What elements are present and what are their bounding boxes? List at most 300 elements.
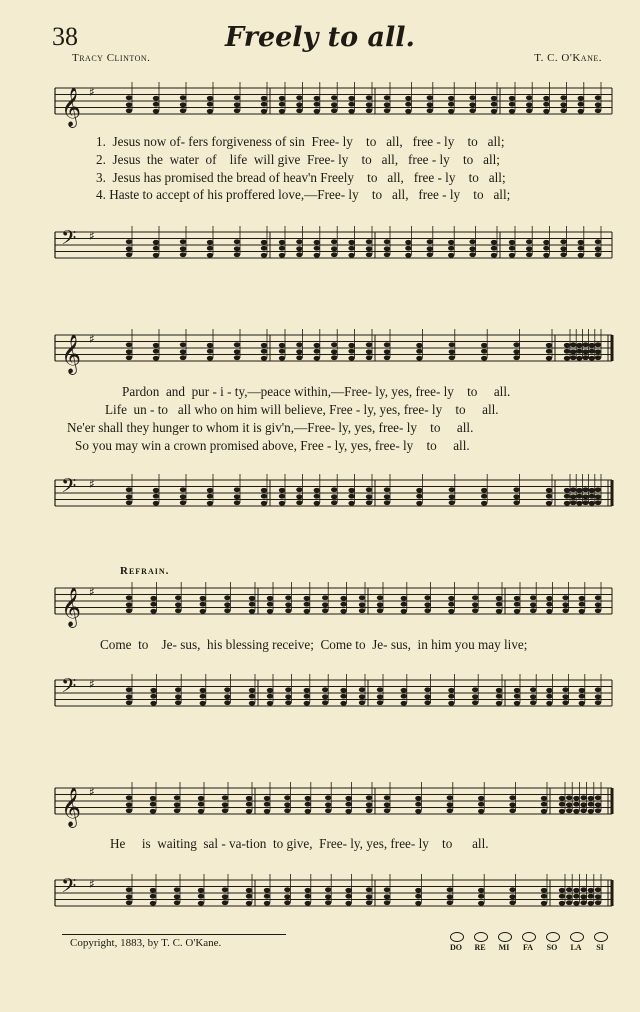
note-head	[150, 894, 156, 899]
note-head	[126, 602, 132, 607]
note-head	[595, 694, 601, 699]
note-head	[261, 343, 267, 348]
note-head	[284, 887, 290, 892]
note-head	[153, 253, 159, 258]
note-head	[496, 596, 502, 601]
note-head	[469, 102, 475, 107]
note-head	[175, 595, 181, 600]
note-head	[325, 887, 331, 892]
note-head	[541, 796, 547, 801]
note-head	[496, 701, 502, 706]
note-head	[284, 894, 290, 899]
note-head	[340, 688, 346, 693]
note-head	[366, 900, 372, 905]
note-head	[401, 602, 407, 607]
note-head	[559, 894, 565, 899]
solfege-fa: FA	[522, 943, 534, 952]
note-head	[345, 809, 351, 814]
note-head	[296, 349, 302, 354]
note-head	[546, 349, 552, 354]
note-head	[246, 888, 252, 893]
note-head	[366, 102, 372, 107]
note-head	[509, 253, 515, 258]
note-head	[564, 488, 570, 493]
note-head	[595, 500, 601, 505]
bass-clef-icon: 𝄢	[61, 674, 77, 702]
note-head	[249, 596, 255, 601]
note-head	[331, 102, 337, 107]
note-head	[126, 487, 132, 492]
note-head	[491, 96, 497, 101]
note-head	[543, 246, 549, 251]
note-head	[416, 343, 422, 348]
note-head	[595, 795, 601, 800]
note-head	[384, 494, 390, 499]
sharp-icon: ♯	[89, 877, 95, 891]
note-head	[267, 694, 273, 699]
note-head	[153, 96, 159, 101]
note-head	[578, 102, 584, 107]
note-head	[304, 701, 310, 706]
note-head	[331, 500, 337, 505]
note-head	[366, 887, 372, 892]
note-head	[207, 488, 213, 493]
note-head	[580, 802, 586, 807]
note-head	[200, 701, 206, 706]
note-head	[447, 900, 453, 905]
note-head	[579, 694, 585, 699]
note-head	[595, 887, 601, 892]
verse-4-line-b: So you may win a crown promised above, Free - ly, yes, free- ly to all.	[75, 438, 470, 453]
note-head	[198, 802, 204, 807]
note-head	[595, 349, 601, 354]
note-head	[559, 796, 565, 801]
treble-clef-icon: 𝄞	[61, 334, 82, 374]
note-head	[331, 494, 337, 499]
note-head	[261, 494, 267, 499]
note-head	[304, 688, 310, 693]
note-head	[513, 342, 519, 347]
note-head	[580, 894, 586, 899]
note-head	[543, 240, 549, 245]
note-head	[150, 802, 156, 807]
note-head	[384, 795, 390, 800]
note-head	[416, 349, 422, 354]
note-head	[246, 901, 252, 906]
note-head	[384, 246, 390, 251]
note-head	[582, 487, 588, 492]
note-head	[566, 802, 572, 807]
note-head	[126, 808, 132, 813]
note-head	[207, 494, 213, 499]
note-head	[345, 894, 351, 899]
note-head	[279, 109, 285, 114]
verse-1-line-a: 1. Jesus now of- fers forgiveness of sin Free- ly to all, free - ly to all;	[96, 134, 505, 149]
note-head	[564, 356, 570, 361]
sharp-icon: ♯	[89, 585, 95, 599]
note-head	[249, 602, 255, 607]
note-head	[481, 488, 487, 493]
note-head	[576, 349, 582, 354]
note-head	[198, 894, 204, 899]
note-head	[314, 240, 320, 245]
note-head	[359, 700, 365, 705]
note-head	[261, 109, 267, 114]
note-head	[366, 246, 372, 251]
note-head	[576, 343, 582, 348]
note-head	[481, 343, 487, 348]
note-head	[296, 252, 302, 257]
note-head	[595, 108, 601, 113]
note-head	[325, 802, 331, 807]
system-4-treble-staff	[0, 778, 640, 828]
note-head	[267, 602, 273, 607]
note-head	[207, 102, 213, 107]
note-head	[200, 596, 206, 601]
note-head	[588, 888, 594, 893]
note-head	[478, 802, 484, 807]
system-2-bass-staff	[0, 470, 640, 520]
note-head	[224, 700, 230, 705]
staff-lines	[55, 880, 612, 906]
note-head	[366, 795, 372, 800]
note-head	[279, 356, 285, 361]
note-head	[264, 901, 270, 906]
note-head	[448, 96, 454, 101]
note-head	[509, 240, 515, 245]
note-head	[267, 609, 273, 614]
system-1-treble-staff	[0, 78, 640, 128]
note-head	[566, 894, 572, 899]
note-head	[207, 246, 213, 251]
system-2-treble-staff	[0, 325, 640, 375]
note-head	[175, 694, 181, 699]
note-head	[174, 900, 180, 905]
refrain-label: Refrain.	[120, 565, 170, 577]
note-head	[304, 694, 310, 699]
note-head	[595, 595, 601, 600]
note-head	[249, 609, 255, 614]
note-head	[530, 595, 536, 600]
note-head	[304, 602, 310, 607]
system-3-bass-staff	[0, 670, 640, 720]
note-head	[222, 887, 228, 892]
verse-2-line-a: 2. Jesus the water of life will give Free- ly to all, free - ly to all;	[96, 152, 500, 167]
note-head	[207, 240, 213, 245]
note-head	[496, 609, 502, 614]
note-head	[322, 608, 328, 613]
note-head	[126, 802, 132, 807]
note-head	[405, 109, 411, 114]
note-head	[384, 487, 390, 492]
note-head	[359, 602, 365, 607]
verse-2-line-b: Life un - to all who on him will believe, Free - ly, yes, free- ly to all.	[105, 402, 499, 417]
note-head	[424, 700, 430, 705]
note-head	[331, 108, 337, 113]
note-head	[314, 349, 320, 354]
note-head	[481, 494, 487, 499]
note-head	[447, 887, 453, 892]
note-head	[416, 494, 422, 499]
note-head	[331, 252, 337, 257]
bass-clef-icon: 𝄢	[61, 874, 77, 902]
fa-shape-icon	[522, 932, 536, 942]
verse-3-line-a: 3. Jesus has promised the bread of heav'n Freely to all, free - ly to all;	[96, 170, 506, 185]
note-head	[384, 239, 390, 244]
note-head	[198, 796, 204, 801]
note-head	[472, 687, 478, 692]
treble-clef-icon: 𝄞	[61, 787, 82, 827]
note-head	[234, 108, 240, 113]
note-head	[150, 701, 156, 706]
note-head	[296, 494, 302, 499]
note-head	[150, 694, 156, 699]
note-head	[377, 700, 383, 705]
note-head	[472, 602, 478, 607]
note-head	[576, 356, 582, 361]
note-head	[595, 246, 601, 251]
note-head	[322, 700, 328, 705]
solfege-mi: MI	[498, 943, 510, 952]
note-head	[359, 595, 365, 600]
note-head	[384, 900, 390, 905]
note-head	[582, 494, 588, 499]
note-head	[314, 343, 320, 348]
note-head	[296, 102, 302, 107]
note-head	[509, 900, 515, 905]
note-head	[478, 901, 484, 906]
note-head	[234, 487, 240, 492]
note-head	[573, 796, 579, 801]
note-head	[305, 888, 311, 893]
note-head	[261, 246, 267, 251]
note-head	[296, 487, 302, 492]
note-head	[405, 246, 411, 251]
note-head	[580, 795, 586, 800]
note-head	[180, 246, 186, 251]
note-head	[234, 500, 240, 505]
note-head	[153, 102, 159, 107]
verse-1-line-b: Pardon and pur - i - ty,—peace within,—Free- ly, yes, free- ly to all.	[122, 384, 511, 399]
note-head	[175, 687, 181, 692]
note-head	[401, 701, 407, 706]
note-head	[448, 694, 454, 699]
note-head	[449, 487, 455, 492]
note-head	[285, 595, 291, 600]
note-head	[448, 701, 454, 706]
note-head	[427, 95, 433, 100]
note-head	[224, 595, 230, 600]
note-head	[384, 349, 390, 354]
note-head	[579, 609, 585, 614]
note-head	[384, 252, 390, 257]
note-head	[305, 802, 311, 807]
note-head	[180, 349, 186, 354]
note-head	[424, 608, 430, 613]
note-head	[469, 252, 475, 257]
note-head	[348, 343, 354, 348]
note-head	[366, 95, 372, 100]
treble-clef-icon: 𝄞	[61, 87, 82, 127]
note-head	[126, 494, 132, 499]
note-head	[491, 253, 497, 258]
note-head	[424, 694, 430, 699]
note-head	[546, 356, 552, 361]
solfege-re: RE	[474, 943, 486, 952]
note-head	[541, 894, 547, 899]
note-head	[234, 349, 240, 354]
note-head	[279, 488, 285, 493]
note-head	[546, 609, 552, 614]
note-head	[576, 488, 582, 493]
note-head	[366, 894, 372, 899]
note-head	[198, 901, 204, 906]
note-head	[496, 694, 502, 699]
note-head	[314, 96, 320, 101]
note-head	[366, 342, 372, 347]
note-head	[580, 887, 586, 892]
sharp-icon: ♯	[89, 477, 95, 491]
note-head	[509, 246, 515, 251]
note-head	[261, 349, 267, 354]
note-head	[261, 253, 267, 258]
note-head	[595, 252, 601, 257]
note-head	[222, 795, 228, 800]
note-head	[126, 246, 132, 251]
note-head	[305, 894, 311, 899]
note-head	[348, 501, 354, 506]
solfege-la: LA	[570, 943, 582, 952]
note-head	[126, 252, 132, 257]
note-head	[416, 488, 422, 493]
note-head	[331, 342, 337, 347]
note-head	[578, 253, 584, 258]
note-head	[595, 355, 601, 360]
note-head	[348, 109, 354, 114]
note-head	[424, 687, 430, 692]
note-head	[331, 349, 337, 354]
note-head	[427, 252, 433, 257]
note-head	[126, 887, 132, 892]
note-head	[566, 887, 572, 892]
note-head	[401, 688, 407, 693]
note-head	[261, 501, 267, 506]
refrain-line-2: He is waiting sal - va-tion to give, Free- ly, yes, free- ly to all.	[110, 836, 489, 851]
note-head	[564, 501, 570, 506]
note-head	[526, 108, 532, 113]
note-head	[595, 494, 601, 499]
note-head	[384, 342, 390, 347]
note-head	[469, 239, 475, 244]
note-head	[377, 608, 383, 613]
note-head	[314, 246, 320, 251]
note-head	[595, 102, 601, 107]
note-head	[345, 802, 351, 807]
note-head	[562, 602, 568, 607]
la-shape-icon	[570, 932, 584, 942]
note-head	[175, 608, 181, 613]
note-head	[348, 494, 354, 499]
note-head	[261, 102, 267, 107]
verse-4-line-a: 4. Haste to accept of his proffered love,—Free- ly to all, free - ly to all;	[96, 187, 511, 202]
note-head	[126, 500, 132, 505]
note-head	[509, 96, 515, 101]
note-head	[153, 494, 159, 499]
note-head	[314, 501, 320, 506]
note-head	[305, 901, 311, 906]
note-head	[279, 494, 285, 499]
note-head	[447, 894, 453, 899]
note-head	[234, 342, 240, 347]
note-head	[578, 246, 584, 251]
note-head	[180, 239, 186, 244]
copyright-notice: Copyright, 1883, by T. C. O'Kane.	[70, 937, 222, 949]
note-head	[449, 349, 455, 354]
note-head	[126, 102, 132, 107]
note-head	[340, 694, 346, 699]
note-head	[401, 609, 407, 614]
note-head	[234, 494, 240, 499]
note-head	[543, 109, 549, 114]
note-head	[513, 349, 519, 354]
note-head	[331, 487, 337, 492]
note-head	[427, 239, 433, 244]
staff-lines	[55, 588, 612, 614]
note-head	[348, 102, 354, 107]
note-head	[377, 595, 383, 600]
note-head	[478, 809, 484, 814]
note-head	[384, 808, 390, 813]
note-head	[530, 602, 536, 607]
note-head	[546, 688, 552, 693]
note-head	[588, 894, 594, 899]
note-head	[207, 109, 213, 114]
note-head	[570, 494, 576, 499]
note-head	[589, 488, 595, 493]
note-head	[559, 888, 565, 893]
note-head	[366, 355, 372, 360]
note-head	[314, 109, 320, 114]
note-head	[401, 596, 407, 601]
note-head	[279, 343, 285, 348]
treble-clef-icon: 𝄞	[61, 587, 82, 627]
note-head	[261, 488, 267, 493]
bass-clef-icon: 𝄢	[61, 474, 77, 502]
note-head	[175, 602, 181, 607]
note-head	[405, 96, 411, 101]
note-head	[377, 602, 383, 607]
note-head	[279, 349, 285, 354]
note-head	[340, 602, 346, 607]
note-head	[314, 102, 320, 107]
note-head	[207, 356, 213, 361]
note-head	[491, 240, 497, 245]
note-head	[249, 694, 255, 699]
note-head	[126, 108, 132, 113]
note-head	[589, 349, 595, 354]
system-1-bass-staff	[0, 222, 640, 272]
note-head	[261, 240, 267, 245]
note-head	[579, 596, 585, 601]
note-head	[415, 802, 421, 807]
note-head	[589, 356, 595, 361]
note-head	[126, 595, 132, 600]
note-head	[481, 349, 487, 354]
note-head	[279, 102, 285, 107]
note-head	[279, 246, 285, 251]
note-head	[541, 809, 547, 814]
note-head	[570, 342, 576, 347]
